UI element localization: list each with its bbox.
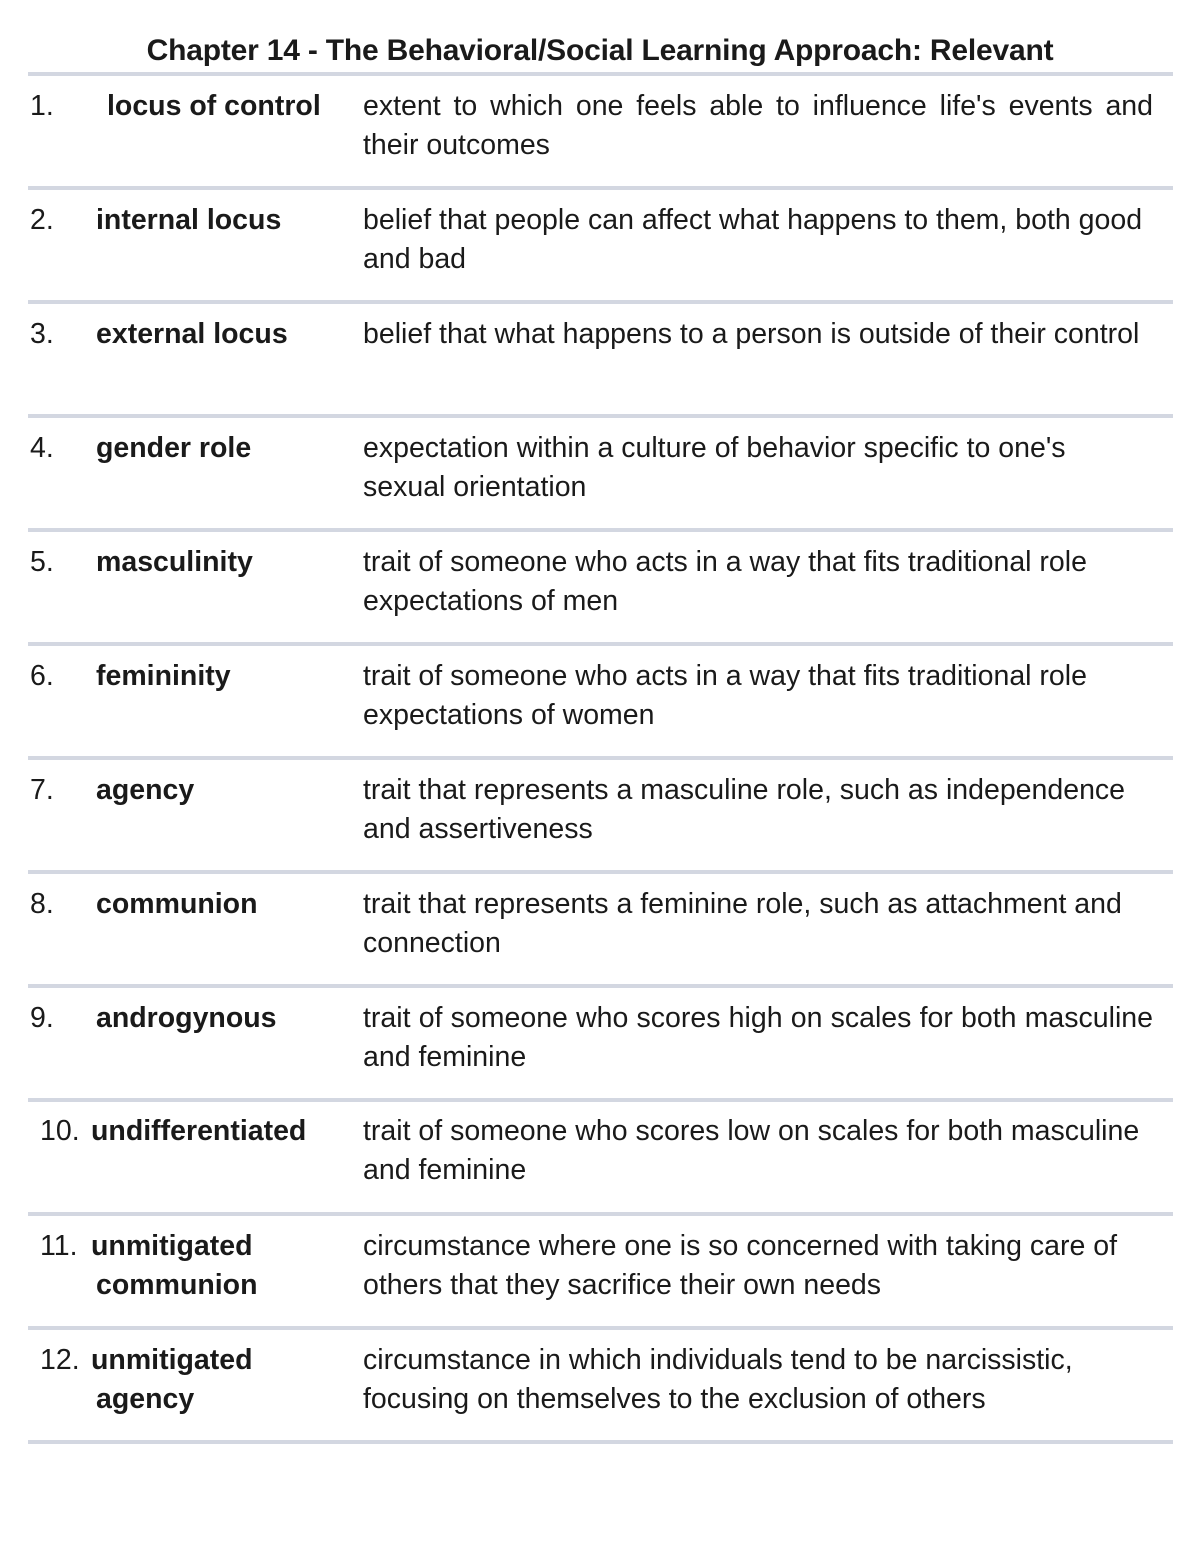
entry-number: 9. [30,1002,54,1034]
entry-term: masculinity [96,546,253,578]
entry-definition: trait of someone who acts in a way that fits traditional role expectations of men [363,546,1087,617]
entry-term: agency [96,774,195,806]
page-title: Chapter 14 - The Behavioral/Social Learning Approach: Relevant [146,34,1054,67]
divider [28,870,1173,874]
divider [28,414,1173,418]
entry-number: 10. [40,1115,80,1147]
divider [28,984,1173,988]
entry-definition: trait that represents a masculine role, such as independence and assertiveness [363,774,1126,845]
divider [28,1098,1173,1102]
entry-term-line: agency [96,1383,195,1415]
entry-number: 11. [40,1230,78,1262]
entry-term [91,1227,351,1305]
entry-term: femininity [96,660,231,692]
entry-number: 7. [30,774,54,806]
entry-term: internal locus [96,204,282,236]
entry-number: 4. [30,432,54,464]
divider [28,528,1173,532]
entry-term-line: unmitigated [91,1230,253,1262]
divider [28,300,1173,304]
entry-term: external locus [96,318,288,350]
divider [28,1326,1173,1330]
entry-definition: belief that what happens to a person is outside of their control [363,318,1140,350]
entry-definition: extent to which one feels able to influence life's events and their outcomes [363,90,1153,161]
entry-definition: trait of someone who scores high on scales for both masculine and feminine [363,1002,1153,1073]
entry-term-line: unmitigated [91,1344,253,1376]
entry-term: communion [96,888,258,920]
entry-number: 8. [30,888,54,920]
divider [28,642,1173,646]
divider [28,756,1173,760]
entry-term-line: communion [96,1269,258,1301]
entry-number: 5. [30,546,54,578]
entry-definition: trait of someone who scores low on scales for both masculine and feminine [363,1115,1140,1186]
divider [28,1440,1173,1444]
entry-number: 3. [30,318,54,350]
entry-term: gender role [96,432,252,464]
entry-term [91,1341,351,1419]
entry-definition: expectation within a culture of behavior specific to one's sexual orientation [363,432,1066,503]
entry-number: 6. [30,660,54,692]
divider [28,186,1173,190]
entry-definition: belief that people can affect what happens to them, both good and bad [363,204,1143,275]
entry-definition: trait that represents a feminine role, such as attachment and connection [363,888,1122,959]
entry-term: undifferentiated [91,1115,307,1147]
entry-definition: trait of someone who acts in a way that fits traditional role expectations of women [363,660,1087,731]
entry-number: 2. [30,204,54,236]
divider [28,1212,1173,1216]
entry-number: 12. [40,1344,80,1376]
divider [28,72,1173,76]
entry-term: locus of control [107,90,321,122]
entry-number: 1. [30,90,54,122]
entry-term: androgynous [96,1002,277,1034]
entry-definition: circumstance in which individuals tend to be narcissistic, focusing on themselves to the exclusion of others [363,1344,1073,1415]
entry-definition: circumstance where one is so concerned with taking care of others that they sacrifice their own needs [363,1230,1118,1301]
